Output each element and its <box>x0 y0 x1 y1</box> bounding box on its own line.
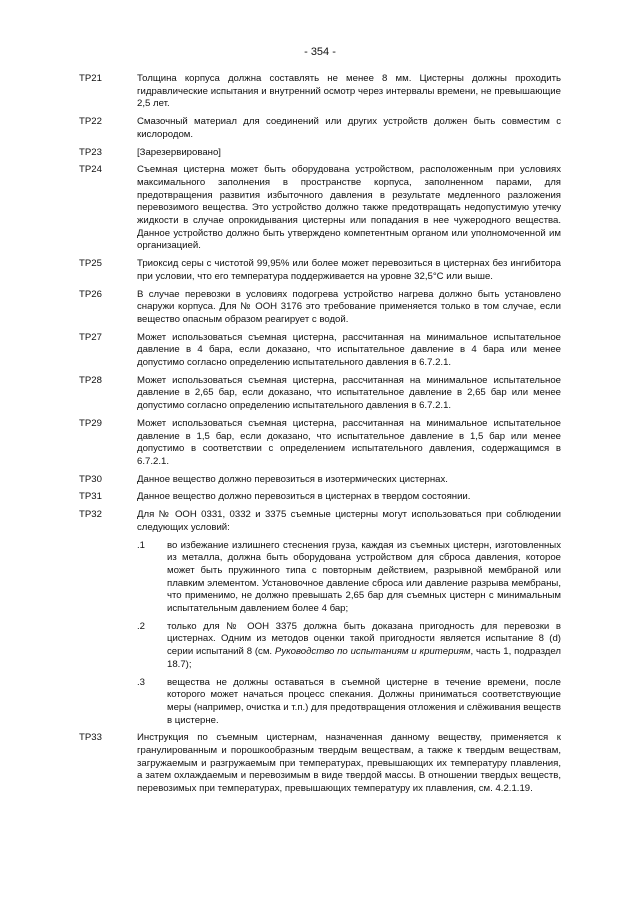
provision-code: TP32 <box>79 509 102 521</box>
provision-tp25 <box>79 258 561 283</box>
provision-tp31 <box>79 491 561 504</box>
sub-item <box>137 677 561 728</box>
sub-item <box>137 540 561 616</box>
provision-text: Триоксид серы с чистотой 99,95% или более может перевозиться в цистернах без ингибитора при условии, что его температура поддерживается на уровне 32,5°C или выше. <box>137 258 561 282</box>
provision-code: TP33 <box>79 732 102 744</box>
provision-code: TP24 <box>79 164 102 176</box>
provision-tp26 <box>79 289 561 327</box>
provision-text: Может использоваться съемная цистерна, рассчитанная на минимальное испытательное давление в 4 бара, если доказано, что испытательное давление в 4 бара или менее допустимо согласно определению испытательного давления в 6.7.2.1. <box>137 331 561 369</box>
sub-item-number: .3 <box>137 676 146 688</box>
provision-text: Толщина корпуса должна составлять не менее 8 мм. Цистерны должны проходить гидравлические испытания и внутренний осмотр через интервалы времени, не превышающие 2,5 лет. <box>137 73 561 110</box>
sub-item <box>137 621 561 672</box>
provision-code: TP27 <box>79 331 102 343</box>
provision-tp21 <box>79 73 561 111</box>
page-number: - 354 - <box>304 46 336 58</box>
provision-text: Данное вещество должно перевозиться в цистернах в твердом состоянии. <box>137 491 471 503</box>
provision-text: [Зарезервировано] <box>137 146 221 158</box>
provision-code: TP30 <box>79 473 102 485</box>
provision-text: Инструкция по съемным цистернам, назначенная данному веществу, применяется к гранулированным и порошкообразным твердым веществам, а также к твердым веществам, загружаемым и разгружаемым при температурах, превышающих их температуру плавления, а затем охлаждаемым и перевозимым в виде твердой массы. В отношении твердых веществ, перевозимых при температурах, превышающих температуру их плавления, см. 4.2.1.19. <box>137 732 561 795</box>
provision-tp22 <box>79 116 561 141</box>
sub-item-text-before: только для № ООН 3375 должна быть доказана пригодность для перевозки в цистернах. Одним из методов оценки такой пригодности является испытание 8 (d) серии испытаний 8 (см. <box>167 620 561 658</box>
sub-item-number: .2 <box>137 620 146 632</box>
sub-list <box>137 540 561 728</box>
sub-item-text <box>167 621 561 672</box>
provision-tp23 <box>79 147 561 160</box>
provision-text: Съемная цистерна может быть оборудована устройством, расположенным при условиях максимального заполнения в пространстве корпуса, заполненном парами, для предотвращения развития избыточного давления в результате медленного разложения перевозимого вещества. Это устройство должно также предотвращать недопустимую утечку жидкости в случае опрокидывания цистерны или попадания в нее чужеродного вещества. Данное устройство должно быть утверждено компетентным органом или уполномоченной им организацией. <box>137 164 561 252</box>
provision-code: TP29 <box>79 417 102 429</box>
provision-text: Смазочный материал для соединений или других устройств должен быть совместим с кислородом. <box>137 116 561 140</box>
provision-code: TP22 <box>79 116 102 128</box>
sub-item-text: вещества не должны оставаться в съемной цистерне в течение времени, после которого может начаться процесс спекания. Должны приниматься соответствующие меры (например, очистка и т.п.) для предотвращения отложения и слёживания веществ в цистерне. <box>167 676 561 726</box>
provision-text: Может использоваться съемная цистерна, рассчитанная на минимальное испытательное давление в 2,65 бар, если доказано, что испытательное давление в 2,65 бар или менее допустимо согласно определению испытательного давления в 6.7.2.1. <box>137 374 561 412</box>
provisions-list <box>79 73 561 801</box>
sub-item-text-italic: Руководство по испытаниям и критериям <box>274 646 471 658</box>
provision-body <box>137 509 561 727</box>
sub-item-text: во избежание излишнего стеснения груза, каждая из съемных цистерн, изготовленных из металла, должна быть оборудована устройством для сброса давления, которое может быть пружинного типа с повторным действием, разрывной мембраной или плавким элементом. Установочное давление сброса или давление разрыва мембраны, что применимо, не должно превышать 2,65 бар для съемных цистерн с минимальным испытательным давлением более 4 бар; <box>167 539 561 615</box>
provision-code: TP31 <box>79 491 102 503</box>
provision-code: TP23 <box>79 146 102 158</box>
provision-text: Может использоваться съемная цистерна, рассчитанная на минимальное испытательное давление в 1,5 бар, если доказано, что испытательное давление в 1,5 бар или менее допустимо в соответствии с определением испытательного давления, содержащимся в 6.7.2.1. <box>137 417 561 467</box>
provision-tp29 <box>79 418 561 469</box>
provision-code: TP21 <box>79 73 102 84</box>
provision-text: Данное вещество должно перевозиться в изотермических цистернах. <box>137 473 448 485</box>
sub-item-number: .1 <box>137 539 146 551</box>
provision-tp30 <box>79 474 561 487</box>
provision-text: Для № ООН 0331, 0332 и 3375 съемные цистерны могут использоваться при соблюдении следующих условий: <box>137 509 561 533</box>
provision-tp28 <box>79 375 561 413</box>
provision-tp27 <box>79 332 561 370</box>
provision-tp24 <box>79 164 561 253</box>
sub-item-text-after: , часть 1, подраздел 18.7); <box>167 646 561 670</box>
provision-code: TP28 <box>79 374 102 386</box>
provision-tp32 <box>79 509 561 727</box>
provision-code: TP25 <box>79 258 102 270</box>
provision-tp33 <box>79 732 561 796</box>
provision-code: TP26 <box>79 288 102 300</box>
provision-text: В случае перевозки в условиях подогрева устройство нагрева должно быть установлено снаружи корпуса. Для № ООН 3176 это требование применяется только в том случае, если вещество опасным образом реагирует с водой. <box>137 288 561 325</box>
